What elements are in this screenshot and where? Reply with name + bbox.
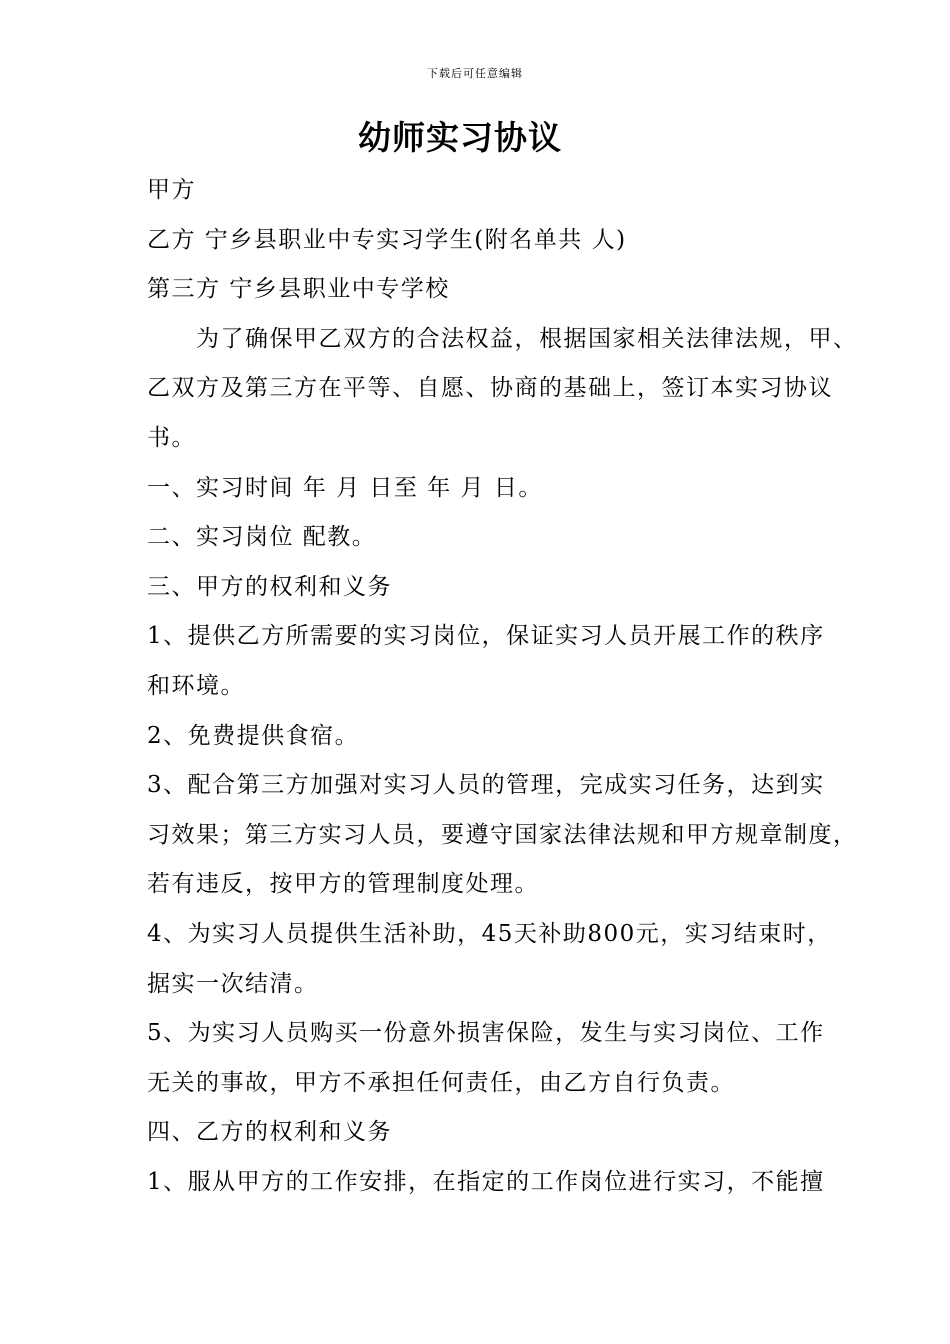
party-a-clause-1-line-1: 1、提供乙方所需要的实习岗位，保证实习人员开展工作的秩序 <box>147 623 825 650</box>
preamble-line-2: 乙双方及第三方在平等、自愿、协商的基础上，签订本实习协议 <box>147 375 833 402</box>
party-a-clause-2: 2、免费提供食宿。 <box>147 722 360 749</box>
party-a-clause-4-line-1: 4、为实习人员提供生活补助，45天补助800元，实习结束时， <box>147 920 832 947</box>
section-internship-period: 一、实习时间 年 月 日至 年 月 日。 <box>147 474 543 501</box>
party-a-line: 甲方 <box>147 177 196 203</box>
preamble-line-1: 为了确保甲乙双方的合法权益，根据国家相关法律法规，甲、 <box>196 325 858 352</box>
party-a-clause-1-line-2: 和环境。 <box>147 672 245 699</box>
party-a-clause-5-line-2: 无关的事故，甲方不承担任何责任，由乙方自行负责。 <box>147 1069 735 1096</box>
header-note: 下载后可任意编辑 <box>427 67 523 80</box>
document-title: 幼师实习协议 <box>358 118 562 157</box>
section-party-a-rights-heading: 三、甲方的权利和义务 <box>147 573 392 600</box>
party-b-line: 乙方 宁乡县职业中专实习学生(附名单共 人) <box>147 226 627 253</box>
party-a-clause-3-line-2: 习效果；第三方实习人员，要遵守国家法律法规和甲方规章制度， <box>147 821 858 848</box>
party-a-clause-3-line-1: 3、配合第三方加强对实习人员的管理，完成实习任务，达到实 <box>147 772 825 799</box>
section-party-b-rights-heading: 四、乙方的权利和义务 <box>147 1119 392 1146</box>
document-body <box>147 166 882 1207</box>
party-a-clause-3-line-3: 若有违反，按甲方的管理制度处理。 <box>147 871 539 898</box>
preamble-line-3: 书。 <box>147 424 196 451</box>
party-b-clause-1-line-1: 1、服从甲方的工作安排，在指定的工作岗位进行实习，不能擅 <box>147 1168 825 1195</box>
section-internship-position: 二、实习岗位 配教。 <box>147 524 377 551</box>
party-a-clause-5-line-1: 5、为实习人员购买一份意外损害保险，发生与实习岗位、工作 <box>147 1020 825 1047</box>
third-party-line: 第三方 宁乡县职业中专学校 <box>147 276 450 303</box>
party-a-clause-4-line-2: 据实一次结清。 <box>147 970 319 997</box>
